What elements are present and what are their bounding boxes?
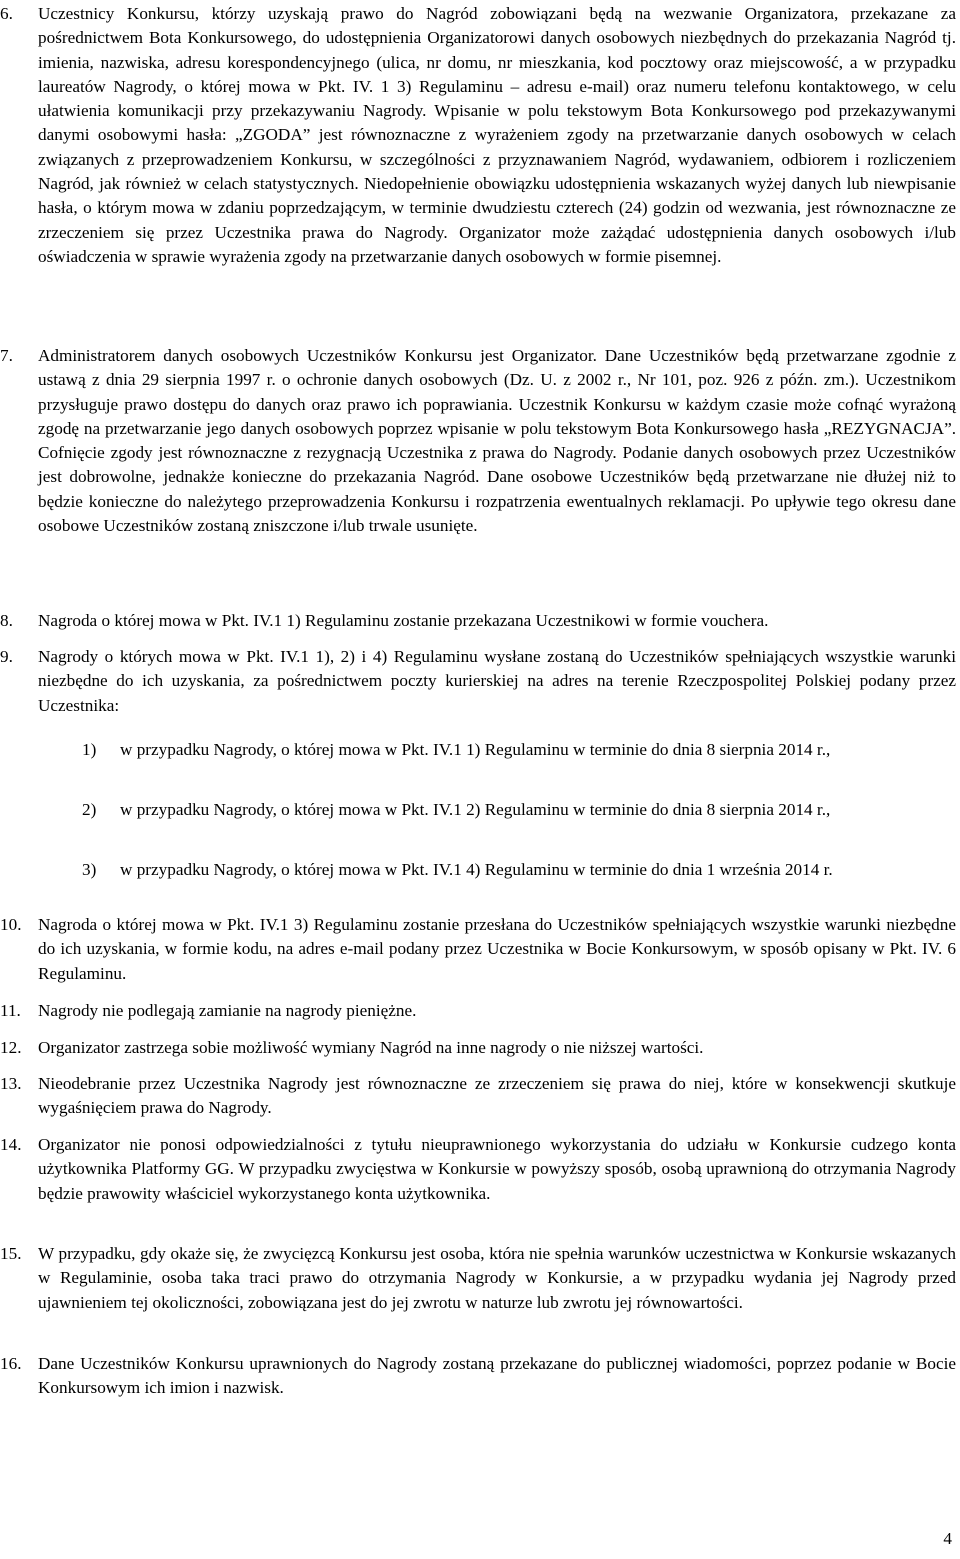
list-item-13 — [0, 1072, 956, 1121]
sub-item-text: w przypadku Nagrody, o której mowa w Pkt. IV.1 4) Regulaminu w terminie do dnia 1 września 2014 r. — [120, 860, 833, 879]
list-item-number: 9. — [0, 647, 13, 666]
list-item-11 — [0, 999, 956, 1023]
list-item-number: 15. — [0, 1244, 22, 1263]
list-item-text: Organizator nie ponosi odpowiedzialności z tytułu nieuprawnionego wykorzystania do udziału w Konkursie cudzego konta użytkownika Platformy GG. W przypadku zwycięstwa w Konkursie w powyższy sposób, osobą uprawnioną do otrzymania Nagrody będzie prawowity właściciel wykorzystanego konta użytkownika. — [38, 1135, 956, 1203]
list-item-12 — [0, 1036, 956, 1060]
list-item-text: Uczestnicy Konkursu, którzy uzyskają prawo do Nagród zobowiązani będą na wezwanie Organizatora, przekazane za pośrednictwem Bota Konkursowego, do udostępnienia Organizatorowi danych osobowych niezbędnych do przekazania Nagród tj. imienia, nazwiska, adresu korespondencyjnego (ulica, nr domu, nr mieszkania, kod pocztowy oraz miejscowość, a w przypadku laureatów Nagrody, o której mowa w Pkt. IV. 1 3) Regulaminu – adresu e-mail) oraz numeru telefonu kontaktowego, w celu ułatwienia komunikacji przy przekazywaniu Nagrody. Wpisanie w polu tekstowym Bota Konkursowego pod przekazywanymi danymi osobowymi hasła: „ZGODA” jest równoznaczne z wyrażeniem zgody na przetwarzanie danych osobowych w celach związanych z przeprowadzeniem Konkursu, w szczególności z przyznawaniem Nagród, wydawaniem, odbiorem i rozliczeniem Nagród, jak również w celach statystycznych. Niedopełnienie obowiązku udostępnienia wskazanych wyżej danych lub niewpisanie hasła, o którym mowa w zdaniu poprzedzającym, w terminie dwudziestu czterech (24) godzin od wezwania, jest równoznaczne ze zrzeczeniem się przez Uczestnika prawa do Nagrody. Organizator może zażądać udostępnienia danych osobowych i/lub oświadczenia w sprawie wyrażenia zgody na przetwarzanie danych osobowych w formie pisemnej. — [38, 4, 956, 266]
list-item-text: Nagroda o której mowa w Pkt. IV.1 1) Regulaminu zostanie przekazana Uczestnikowi w formie vouchera. — [38, 611, 769, 630]
page-number: 4 — [943, 1529, 952, 1548]
list-item-number: 11. — [0, 1001, 21, 1020]
sub-item-3 — [82, 858, 956, 882]
list-item-number: 16. — [0, 1354, 22, 1373]
sub-item-1 — [82, 738, 956, 762]
list-item-text: Nagroda o której mowa w Pkt. IV.1 3) Regulaminu zostanie przesłana do Uczestników spełniających wszystkie warunki niezbędne do ich uzyskania, w formie kodu, na adres e-mail podany przez Uczestnika w Bocie Konkursowym, w sposób opisany w Pkt. IV. 6 Regulaminu. — [38, 915, 956, 983]
sub-item-number: 2) — [82, 800, 97, 819]
sub-item-number: 1) — [82, 740, 97, 759]
list-item-text: Dane Uczestników Konkursu uprawnionych do Nagrody zostaną przekazane do publicznej wiadomości, poprzez podanie w Bocie Konkursowym ich imion i nazwisk. — [38, 1354, 956, 1398]
list-item-number: 8. — [0, 611, 13, 630]
list-item-text: Nieodebranie przez Uczestnika Nagrody jest równoznaczne ze zrzeczeniem się prawa do niej, które w konsekwencji skutkuje wygaśnięciem prawa do Nagrody. — [38, 1074, 956, 1118]
list-item-15 — [0, 1242, 956, 1315]
list-item-text: W przypadku, gdy okaże się, że zwycięzcą Konkursu jest osoba, która nie spełnia warunków uczestnictwa w Konkursie wskazanych w Regulaminie, osoba taka traci prawo do otrzymania Nagrody w Konkursie, a w przypadku wydania jej Nagrody przed ujawnieniem tej okoliczności, zobowiązana jest do jej zwrotu w naturze lub zwrotu jej równowartości. — [38, 1244, 956, 1312]
list-item-number: 6. — [0, 4, 13, 23]
list-item-number: 14. — [0, 1135, 22, 1154]
sub-item-text: w przypadku Nagrody, o której mowa w Pkt. IV.1 1) Regulaminu w terminie do dnia 8 sierpnia 2014 r., — [120, 740, 831, 759]
list-item-7 — [0, 344, 956, 538]
list-item-16 — [0, 1352, 956, 1401]
list-item-text: Nagrody o których mowa w Pkt. IV.1 1), 2) i 4) Regulaminu wysłane zostaną do Uczestników spełniających wszystkie warunki niezbędne do ich uzyskania, za pośrednictwem poczty kurierskiej na adres na terenie Rzeczpospolitej Polskiej podany przez Uczestnika: — [38, 647, 956, 715]
sub-item-number: 3) — [82, 860, 97, 879]
list-item-text: Nagrody nie podlegają zamianie na nagrody pieniężne. — [38, 1001, 417, 1020]
list-item-14 — [0, 1133, 956, 1206]
list-item-number: 10. — [0, 915, 22, 934]
sub-item-text: w przypadku Nagrody, o której mowa w Pkt. IV.1 2) Regulaminu w terminie do dnia 8 sierpnia 2014 r., — [120, 800, 831, 819]
list-item-6 — [0, 2, 956, 269]
list-item-number: 12. — [0, 1038, 22, 1057]
list-item-10 — [0, 913, 956, 986]
list-item-9 — [0, 645, 956, 718]
list-item-8 — [0, 609, 956, 633]
list-item-number: 13. — [0, 1074, 22, 1093]
list-item-text: Organizator zastrzega sobie możliwość wymiany Nagród na inne nagrody o nie niższej wartości. — [38, 1038, 704, 1057]
list-item-text: Administratorem danych osobowych Uczestników Konkursu jest Organizator. Dane Uczestników będą przetwarzane zgodnie z ustawą z dnia 29 sierpnia 1997 r. o ochronie danych osobowych (Dz. U. z 2002 r., Nr 101, poz. 926 z późn. zm.). Uczestnikom przysługuje prawo dostępu do danych oraz prawo ich poprawiania. Uczestnik Konkursu w każdym czasie może cofnąć wyrażoną zgodę na przetwarzanie jego danych osobowych poprzez wpisanie w polu tekstowym Bota Konkursowego hasła „REZYGNACJA”. Cofnięcie zgody jest równoznaczne z rezygnacją Uczestnika z prawa do Nagrody. Podanie danych osobowych przez Uczestników jest dobrowolne, jednakże konieczne do przekazania Nagród. Dane osobowe Uczestników będą przetwarzane nie dłużej niż to będzie konieczne do należytego przeprowadzenia Konkursu i rozpatrzenia ewentualnych reklamacji. Po upływie tego okresu dane osobowe Uczestników zostaną zniszczone i/lub trwale usunięte. — [38, 346, 956, 536]
sub-item-2 — [82, 798, 956, 822]
list-item-number: 7. — [0, 346, 13, 365]
